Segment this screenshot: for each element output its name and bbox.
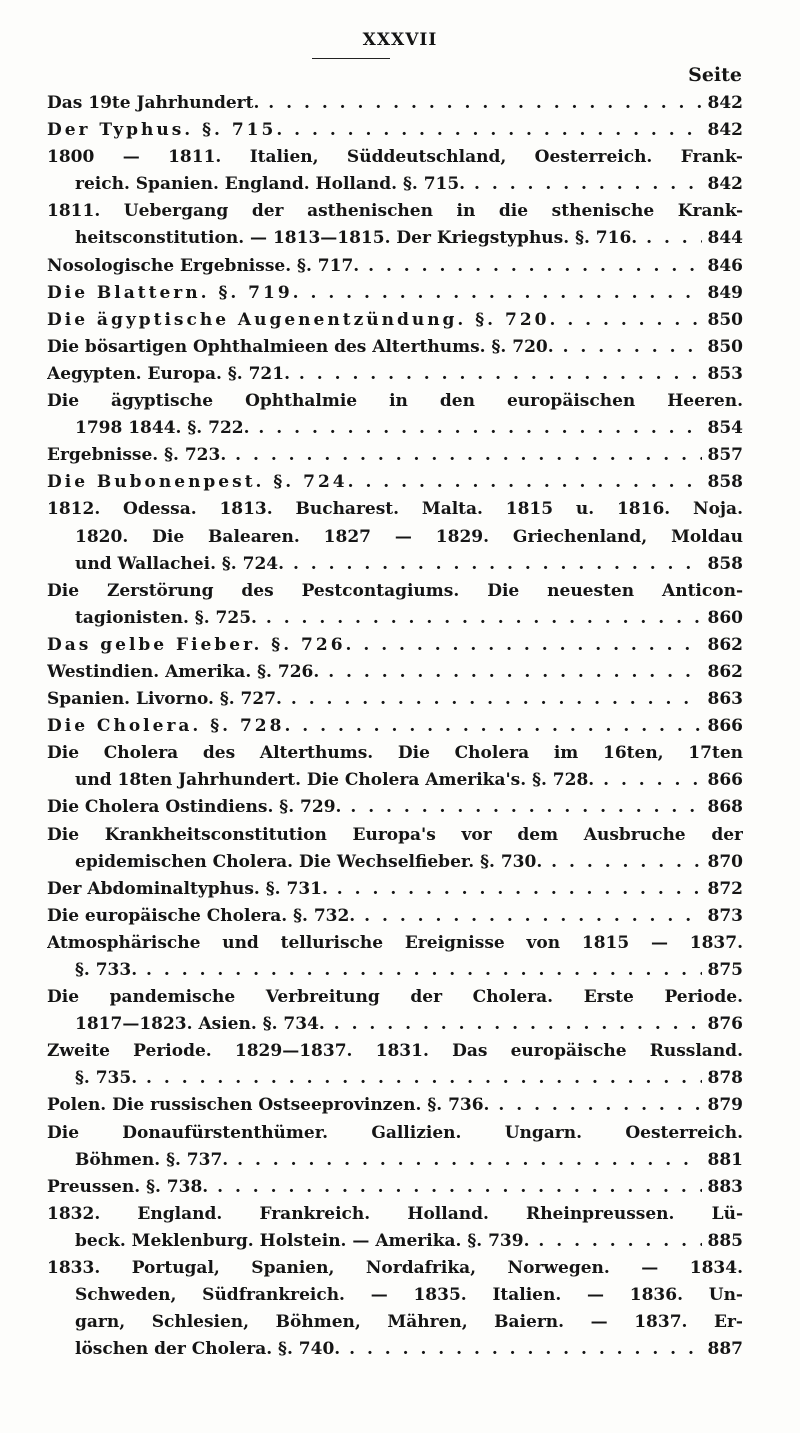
toc-page-number: 842: [702, 171, 744, 198]
toc-entry-line: löschen der Cholera. §. 740. . . .: [47, 1336, 743, 1363]
toc-page-number: 879: [702, 1092, 744, 1119]
toc-page-number: 857: [702, 442, 744, 469]
toc-page-number: 844: [702, 225, 744, 252]
toc-page-number: 858: [702, 469, 744, 496]
toc-page-number: 876: [702, 1011, 744, 1038]
toc-entry-line: Der Abdominaltyphus. §. 731. . . .: [47, 876, 743, 903]
toc-entry-line: 1800 — 1811. Italien, Süddeutschland, Oesterreich. Frank-: [47, 147, 743, 168]
toc-entry-line: Die Blattern. §. 719. . . .: [47, 280, 743, 307]
header-rule: [312, 58, 390, 59]
toc-entry: [47, 1038, 743, 1092]
toc-entry: [47, 984, 743, 1038]
toc-page-number: 885: [702, 1228, 744, 1255]
toc-entry: [47, 1174, 743, 1201]
toc-entry-line: Die ägyptische Augenentzündung. §. 720. . . .: [47, 307, 743, 334]
toc-entry-line: heitsconstitution. — 1813—1815. Der Kriegstyphus. §. 716. . . .: [47, 225, 743, 252]
toc-entry: [47, 1201, 743, 1255]
toc-page-number: 868: [702, 794, 744, 821]
toc-entry-line: Die Cholera Ostindiens. §. 729. . . .: [47, 794, 743, 821]
toc-entry-line: und 18ten Jahrhundert. Die Cholera Amerika's. §. 728. . . .: [47, 767, 743, 794]
toc-entry-line: 1812. Odessa. 1813. Bucharest. Malta. 1815 u. 1816. Noja.: [47, 499, 743, 520]
toc-entry-line: 1833. Portugal, Spanien, Nordafrika, Norwegen. — 1834.: [47, 1258, 743, 1279]
toc-entry-line: Die Krankheitsconstitution Europa's vor dem Ausbruche der: [47, 824, 743, 845]
toc-entry: [47, 876, 743, 903]
toc-entry-line: Aegypten. Europa. §. 721. . . .: [47, 361, 743, 388]
table-of-contents: [47, 90, 743, 1363]
toc-entry-line: Westindien. Amerika. §. 726. . . .: [47, 659, 743, 686]
toc-page-number: 883: [702, 1174, 744, 1201]
toc-entry-line: beck. Meklenburg. Holstein. — Amerika. §. 739. . . .: [47, 1228, 743, 1255]
toc-entry-line: 1817—1823. Asien. §. 734. . . .: [47, 1011, 743, 1038]
toc-entry: [47, 442, 743, 469]
toc-entry-line: Böhmen. §. 737. . . .: [47, 1147, 743, 1174]
toc-entry: [47, 307, 743, 334]
toc-entry-line: Die europäische Cholera. §. 732. . . .: [47, 903, 743, 930]
toc-page-number: 842: [702, 90, 744, 117]
toc-page-number: 878: [702, 1065, 744, 1092]
toc-entry-line: 1798 1844. §. 722. . . .: [47, 415, 743, 442]
toc-entry: [47, 794, 743, 821]
toc-entry-line: Spanien. Livorno. §. 727. . . .: [47, 686, 743, 713]
toc-entry-line: tagionisten. §. 725. . . .: [47, 605, 743, 632]
toc-page-number: 849: [702, 280, 744, 307]
toc-entry-line: Schweden, Südfrankreich. — 1835. Italien. — 1836. Un-: [75, 1285, 743, 1306]
toc-entry: [47, 1255, 743, 1363]
toc-entry-line: und Wallachei. §. 724. . . .: [47, 551, 743, 578]
toc-entry-line: §. 735. . . .: [47, 1065, 743, 1092]
toc-entry: [47, 117, 743, 144]
toc-entry-line: Die ägyptische Ophthalmie in den europäischen Heeren.: [47, 391, 743, 412]
toc-entry: [47, 632, 743, 659]
toc-entry: [47, 930, 743, 984]
toc-entry-line: Polen. Die russischen Ostseeprovinzen. §. 736. . . .: [47, 1092, 743, 1119]
toc-entry-line: Zweite Periode. 1829—1837. 1831. Das europäische Russland.: [47, 1041, 743, 1062]
toc-entry: [47, 578, 743, 632]
toc-entry-line: §. 733. . . .: [47, 957, 743, 984]
toc-entry-line: Die Zerstörung des Pestcontagiums. Die neuesten Anticon-: [47, 580, 743, 601]
toc-entry: [47, 740, 743, 794]
toc-entry-line: Ergebnisse. §. 723. . . .: [47, 442, 743, 469]
toc-page-number: 862: [702, 632, 744, 659]
toc-entry: [47, 1120, 743, 1174]
toc-entry: [47, 388, 743, 442]
toc-entry: [47, 1092, 743, 1119]
toc-entry-line: Die Cholera des Alterthums. Die Cholera im 16ten, 17ten: [47, 743, 743, 764]
toc-entry: [47, 253, 743, 280]
page-number: XXXVII: [362, 30, 438, 50]
toc-entry: [47, 90, 743, 117]
toc-entry: [47, 361, 743, 388]
toc-page-number: 870: [702, 849, 744, 876]
toc-entry-line: Das 19te Jahrhundert. . . .: [47, 90, 743, 117]
toc-entry: [47, 659, 743, 686]
toc-page-number: 881: [702, 1147, 744, 1174]
toc-entry: [47, 713, 743, 740]
toc-page-number: 850: [702, 334, 744, 361]
toc-entry: [47, 469, 743, 496]
toc-page-number: 846: [702, 253, 744, 280]
toc-entry: [47, 822, 743, 876]
toc-entry-line: 1832. England. Frankreich. Holland. Rheinpreussen. Lü-: [47, 1203, 743, 1224]
toc-entry-line: 1820. Die Balearen. 1827 — 1829. Griechenland, Moldau: [75, 526, 743, 547]
toc-entry-line: Die Cholera. §. 728. . . .: [47, 713, 743, 740]
toc-page-number: 866: [702, 713, 744, 740]
toc-page-number: 850: [702, 307, 744, 334]
toc-entry-line: Nosologische Ergebnisse. §. 717. . . .: [47, 253, 743, 280]
toc-page-number: 858: [702, 551, 744, 578]
column-header-seite: Seite: [688, 64, 742, 86]
toc-entry-line: Der Typhus. §. 715. . . .: [47, 117, 743, 144]
toc-page-number: 842: [702, 117, 744, 144]
toc-entry: [47, 496, 743, 577]
toc-page-number: 853: [702, 361, 744, 388]
toc-page-number: 873: [702, 903, 744, 930]
toc-entry-line: reich. Spanien. England. Holland. §. 715. . . .: [47, 171, 743, 198]
toc-page-number: 872: [702, 876, 744, 903]
toc-entry-line: epidemischen Cholera. Die Wechselfieber. §. 730. . . .: [47, 849, 743, 876]
toc-page-number: 854: [702, 415, 744, 442]
toc-entry-line: Die bösartigen Ophthalmieen des Alterthums. §. 720. . . .: [47, 334, 743, 361]
toc-entry-line: Die Donaufürstenthümer. Gallizien. Ungarn. Oesterreich.: [47, 1122, 743, 1143]
toc-page-number: 866: [702, 767, 744, 794]
toc-entry: [47, 903, 743, 930]
toc-entry-line: 1811. Uebergang der asthenischen in die sthenische Krank-: [47, 201, 743, 222]
toc-entry-line: Atmosphärische und tellurische Ereignisse von 1815 — 1837.: [47, 932, 743, 953]
toc-entry: [47, 334, 743, 361]
toc-entry: [47, 686, 743, 713]
toc-entry-line: garn, Schlesien, Böhmen, Mähren, Baiern. — 1837. Er-: [75, 1312, 743, 1333]
toc-page-number: 860: [702, 605, 744, 632]
toc-entry-line: Die pandemische Verbreitung der Cholera. Erste Periode.: [47, 987, 743, 1008]
toc-page-number: 875: [702, 957, 744, 984]
toc-page-number: 887: [702, 1336, 744, 1363]
toc-entry: [47, 198, 743, 252]
toc-page-number: 863: [702, 686, 744, 713]
toc-page-number: 862: [702, 659, 744, 686]
toc-entry: [47, 280, 743, 307]
toc-entry: [47, 144, 743, 198]
toc-entry-line: Das gelbe Fieber. §. 726. . . .: [47, 632, 743, 659]
toc-entry-line: Preussen. §. 738. . . .: [47, 1174, 743, 1201]
toc-entry-line: Die Bubonenpest. §. 724. . . .: [47, 469, 743, 496]
